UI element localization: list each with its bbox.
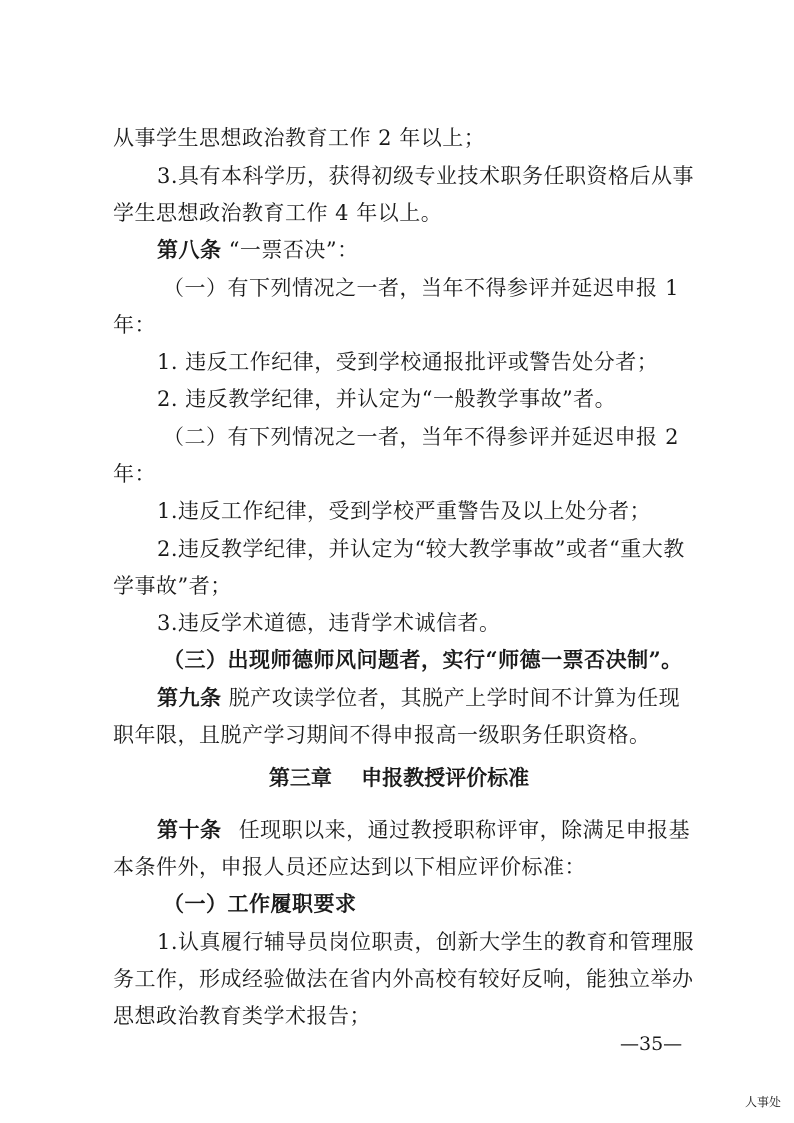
article-title: 第九条 bbox=[157, 685, 222, 710]
list-item: 3.违反学术道德，违背学术诚信者。 bbox=[157, 611, 501, 635]
list-item: 2.违反教学纪律，并认定为“较大教学事故”或者“重大教 bbox=[157, 537, 685, 561]
text-line: 职年限，且脱产学习期间不得申报高一级职务任职资格。 bbox=[113, 723, 651, 747]
text-line: 1.认真履行辅导员岗位职责，创新大学生的教育和管理服 bbox=[157, 930, 695, 954]
text-line: 年： bbox=[113, 313, 156, 337]
text-line: 3.具有本科学历，获得初级专业技术职务任职资格后从事 bbox=[157, 164, 695, 188]
chapter-number: 第三章 bbox=[268, 766, 332, 790]
page-number: —35— bbox=[620, 1033, 683, 1055]
article-title: 第八条 bbox=[157, 237, 222, 262]
article-text: 脱产攻读学位者，其脱产上学时间不计算为任现 bbox=[228, 686, 681, 710]
article-title: 第十条 bbox=[157, 817, 222, 842]
text-line: 年： bbox=[113, 462, 156, 486]
section-text: （二）有下列情况之一者，当年不得参评并延迟申报 bbox=[163, 425, 658, 449]
list-item: 2. 违反教学纪律，并认定为“一般教学事故”者。 bbox=[157, 387, 617, 411]
text-line: 本条件外，申报人员还应达到以下相应评价标准： bbox=[113, 855, 586, 879]
list-item: 1.违反工作纪律，受到学校严重警告及以上处分者； bbox=[157, 499, 652, 523]
article-8 bbox=[157, 236, 729, 264]
text-line: 学生思想政治教育工作 4 年以上。 bbox=[113, 201, 443, 225]
section-1-heading bbox=[163, 274, 679, 302]
text-line: 务工作，形成经验做法在省内外高校有较好反响，能独立举办 bbox=[113, 967, 694, 991]
text-line: 学事故”者； bbox=[113, 574, 232, 598]
article-9 bbox=[157, 684, 729, 712]
text-line: 思想政治教育类学术报告； bbox=[113, 1004, 371, 1028]
section-number: 2 bbox=[665, 425, 679, 449]
text-line: 从事学生思想政治教育工作 2 年以上； bbox=[113, 126, 486, 150]
chapter-title: 申报教授评价标准 bbox=[361, 766, 530, 790]
section-3: （三）出现师德师风问题者，实行“师德一票否决制”。 bbox=[163, 647, 683, 672]
section-2-heading bbox=[163, 423, 679, 451]
section-heading: （一）工作履职要求 bbox=[163, 891, 357, 916]
chapter-heading bbox=[113, 764, 685, 792]
article-10 bbox=[157, 816, 729, 844]
department-stamp: 人事处 bbox=[745, 1095, 782, 1109]
section-text: （一）有下列情况之一者，当年不得参评并延迟申报 bbox=[163, 276, 658, 300]
article-text: 任现职以来，通过教授职称评审，除满足申报基 bbox=[238, 818, 691, 842]
list-item: 1. 违反工作纪律，受到学校通报批评或警告处分者； bbox=[157, 350, 659, 374]
article-text: “一票否决”： bbox=[228, 238, 359, 262]
section-number: 1 bbox=[665, 276, 679, 300]
